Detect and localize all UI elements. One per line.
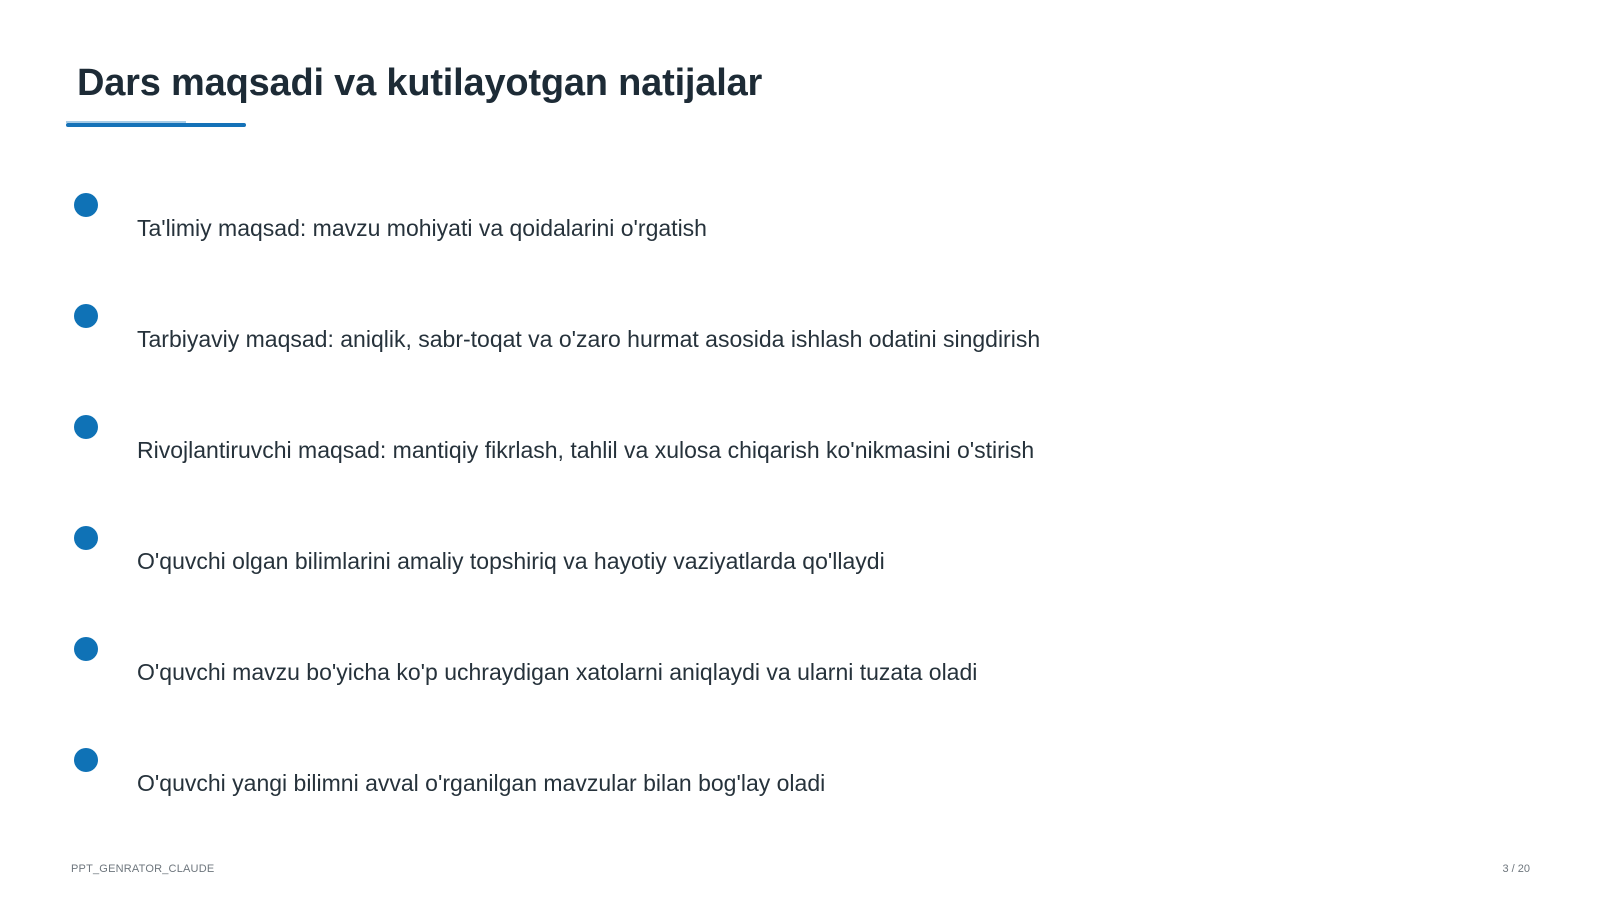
list-item [0, 193, 1400, 293]
bullet-text: Ta'limiy maqsad: mavzu mohiyati va qoidalarini o'rgatish [137, 215, 707, 241]
page-number: 3 / 20 [1502, 863, 1530, 875]
bullet-text: O'quvchi mavzu bo'yicha ko'p uchraydigan xatolarni aniqlaydi va ularni tuzata oladi [137, 659, 978, 685]
slide-title: Dars maqsadi va kutilayotgan natijalar [77, 62, 763, 104]
list-item [0, 526, 1400, 626]
bullet-dot-icon [74, 526, 98, 550]
bullet-dot-icon [74, 637, 98, 661]
bullet-text: O'quvchi olgan bilimlarini amaliy topshiriq va hayotiy vaziyatlarda qo'llaydi [137, 548, 885, 574]
bullet-dot-icon [74, 748, 98, 772]
bullet-dot-icon [74, 193, 98, 217]
bullet-dot-icon [74, 304, 98, 328]
footer-source-label: PPT_GENRATOR_CLAUDE [71, 863, 215, 875]
list-item [0, 415, 1400, 515]
bullet-dot-icon [74, 415, 98, 439]
list-item [0, 748, 1400, 848]
bullet-text: Rivojlantiruvchi maqsad: mantiqiy fikrlash, tahlil va xulosa chiqarish ko'nikmasini o'stirish [137, 437, 1035, 463]
bullet-text: Tarbiyaviy maqsad: aniqlik, sabr-toqat va o'zaro hurmat asosida ishlash odatini singdirish [137, 326, 1041, 352]
bullet-text: O'quvchi yangi bilimni avval o'rganilgan mavzular bilan bog'lay oladi [137, 770, 826, 796]
list-item [0, 637, 1400, 737]
list-item [0, 304, 1400, 404]
